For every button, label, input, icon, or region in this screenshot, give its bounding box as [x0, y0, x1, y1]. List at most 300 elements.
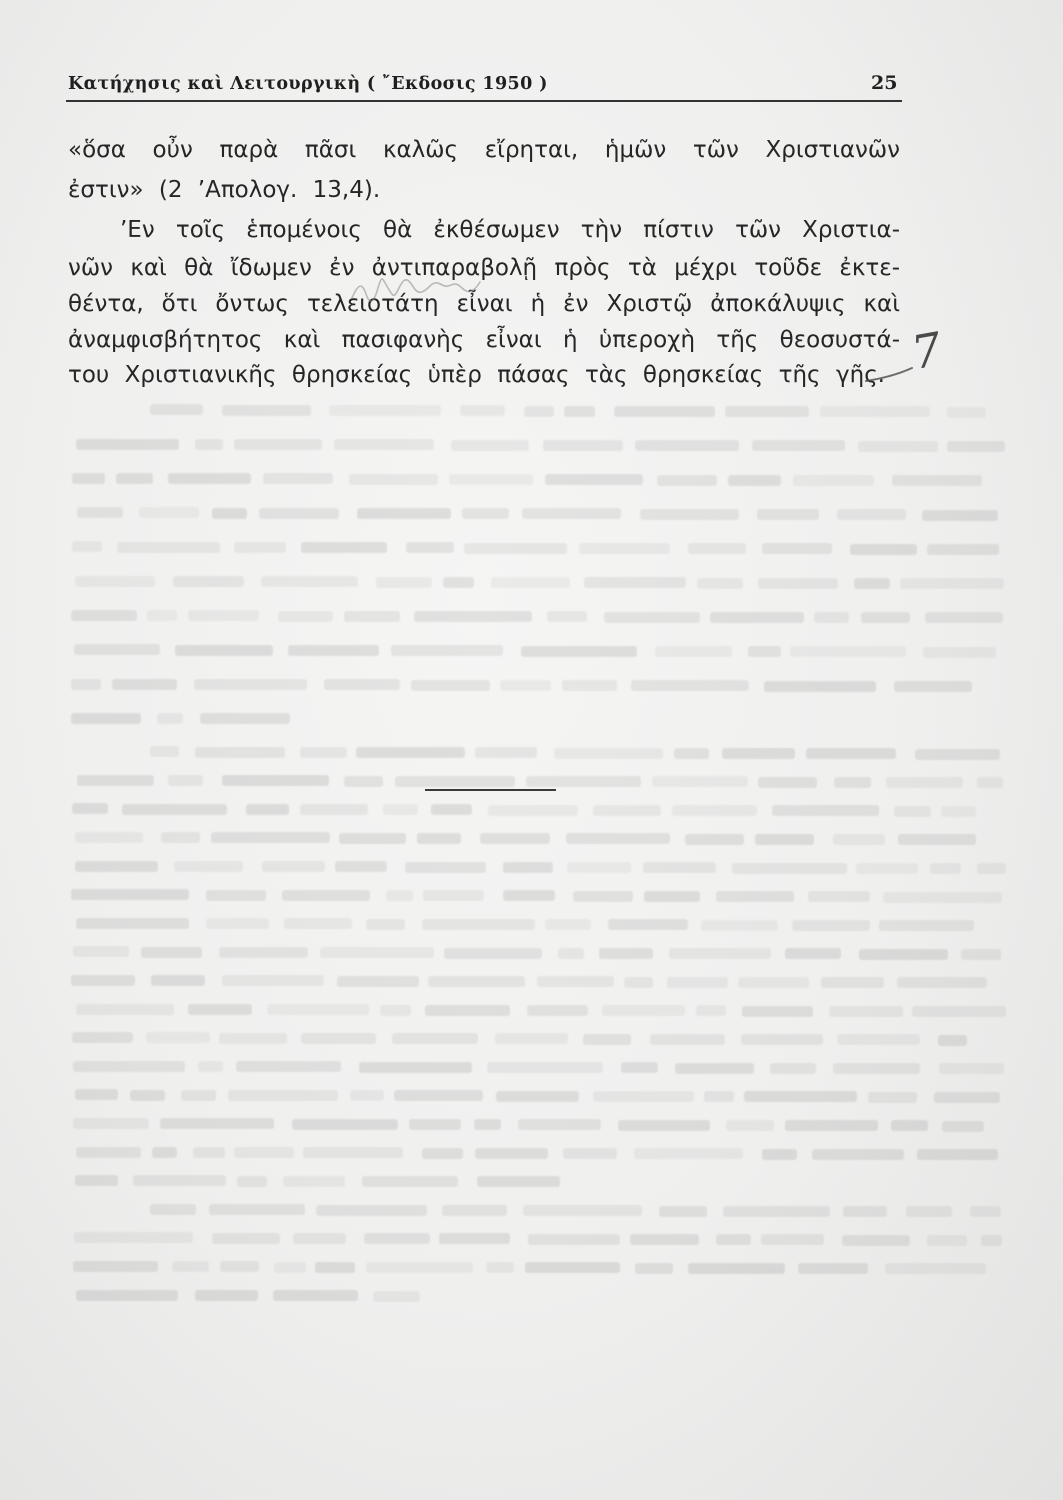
- bleed-through-smudge: [716, 1234, 751, 1245]
- bleed-through-smudge: [486, 1262, 514, 1273]
- bleed-through-smudge: [273, 1290, 358, 1301]
- bleed-through-smudge: [414, 611, 532, 622]
- bleed-through-smudge: [710, 612, 804, 623]
- bleed-through-smudge: [211, 832, 331, 843]
- bleed-through-smudge: [112, 679, 177, 690]
- bleed-through-smudge: [554, 748, 663, 759]
- bleed-through-smudge: [168, 775, 203, 786]
- bleed-through-smudge: [770, 1063, 815, 1074]
- bleed-through-smudge: [357, 508, 451, 519]
- bleed-through-smudge: [133, 1175, 226, 1186]
- bleed-through-smudge: [744, 1091, 857, 1102]
- bleed-through-smudge: [234, 542, 286, 553]
- bleed-through-smudge: [792, 920, 870, 931]
- bleed-through-smudge: [762, 543, 832, 554]
- bleed-through-smudge: [900, 578, 1004, 589]
- bleed-through-smudge: [567, 862, 631, 873]
- bleed-through-smudge: [75, 1089, 118, 1100]
- bleed-through-smudge: [545, 919, 591, 930]
- bleed-through-smudge: [883, 892, 1002, 903]
- bleed-through-smudge: [942, 1121, 984, 1132]
- bleed-through-smudge: [701, 920, 778, 931]
- bleed-through-smudge: [742, 1006, 813, 1017]
- bleed-through-smudge: [758, 578, 838, 589]
- bleed-through-smudge: [73, 946, 129, 957]
- bleed-through-smudge: [500, 680, 551, 691]
- bleed-through-smudge: [521, 646, 637, 657]
- bleed-through-smudge: [833, 834, 885, 845]
- bleed-through-smudge: [409, 1119, 462, 1130]
- bleed-through-smudge: [73, 1118, 149, 1129]
- bleed-through-smudge: [278, 611, 333, 622]
- bleed-through-smudge: [222, 975, 324, 986]
- bleed-through-smudge: [339, 833, 406, 844]
- bleed-through-smudge: [228, 1090, 338, 1101]
- bleed-through-smudge: [927, 1235, 967, 1246]
- bleed-through-smudge: [487, 1062, 603, 1073]
- bleed-through-smudge: [922, 510, 998, 521]
- bleed-through-smudge: [422, 919, 535, 930]
- bleed-through-smudge: [366, 919, 405, 930]
- bleed-through-smudge: [394, 1090, 483, 1101]
- bleed-through-smudge: [584, 577, 686, 588]
- bleed-through-smudge: [798, 1263, 868, 1274]
- bleed-through-smudge: [72, 473, 105, 484]
- bleed-through-smudge: [732, 863, 847, 874]
- bleed-through-smudge: [837, 1034, 920, 1045]
- header-rule: [66, 100, 902, 102]
- bleed-through-smudge: [324, 679, 401, 690]
- bleed-through-smudge: [74, 644, 160, 655]
- bleed-through-smudge: [915, 749, 1000, 760]
- bleed-through-smudge: [150, 746, 179, 757]
- bleed-through-smudge: [474, 1119, 502, 1130]
- bleed-through-smudge: [395, 776, 515, 787]
- bleed-through-smudge: [829, 1006, 903, 1017]
- bleed-through-smudge: [716, 891, 794, 902]
- bleed-through-smudge: [608, 919, 689, 930]
- bleed-through-smudge: [898, 834, 977, 845]
- bleed-through-smudge: [947, 441, 1005, 452]
- bleed-through-smudge: [75, 576, 156, 587]
- bleed-through-smudge: [356, 747, 464, 758]
- bleed-through-smudge: [927, 544, 999, 555]
- bleed-through-smudge: [503, 862, 553, 873]
- bleed-through-smudge: [573, 891, 633, 902]
- text-line: ’Εν τοῖς ἑπομένοις θὰ ἐκθέσωμεν τὴν πίστιν τῶν Χριστια-: [120, 217, 900, 243]
- bleed-through-smudge: [528, 1234, 620, 1245]
- bleed-through-smudge: [316, 1205, 427, 1216]
- bleed-through-smudge: [460, 405, 505, 416]
- bleed-through-smudge: [423, 890, 485, 901]
- text-line: «ὅσα οὖν παρὰ πᾶσι καλῶς εἴρηται, ἡμῶν τῶν Χριστιανῶν: [68, 137, 900, 163]
- bleed-through-smudge: [583, 1034, 632, 1045]
- bleed-through-smudge: [674, 748, 710, 759]
- bleed-through-smudge: [219, 947, 307, 958]
- bleed-through-smudge: [150, 1204, 196, 1215]
- bleed-through-smudge: [130, 1090, 165, 1101]
- bleed-through-smudge: [906, 1206, 952, 1217]
- bleed-through-smudge: [762, 1149, 798, 1160]
- bleed-through-smudge: [688, 543, 747, 554]
- bleed-through-smudge: [380, 1005, 411, 1016]
- bleed-through-smudge: [723, 1206, 829, 1217]
- bleed-through-smudge: [303, 1147, 403, 1158]
- bleed-through-smudge: [117, 542, 220, 553]
- bleed-through-smudge: [362, 1176, 458, 1187]
- bleed-through-smudge: [685, 834, 744, 845]
- bleed-through-smudge: [405, 862, 486, 873]
- bleed-through-smudge: [282, 890, 370, 901]
- bleed-through-smudge: [772, 805, 878, 816]
- bleed-through-smudge: [722, 748, 795, 759]
- bleed-through-smudge: [76, 918, 189, 929]
- bleed-through-smudge: [725, 406, 809, 417]
- bleed-through-smudge: [563, 1148, 617, 1159]
- bleed-through-smudge: [300, 747, 347, 758]
- bleed-through-smudge: [480, 833, 551, 844]
- bleed-through-smudge: [200, 713, 290, 724]
- bleed-through-smudge: [630, 1234, 699, 1245]
- bleed-through-smudge: [814, 612, 850, 623]
- bleed-through-smudge: [386, 890, 413, 901]
- page-number: 25: [871, 72, 898, 94]
- bleed-through-smudge: [496, 1091, 579, 1102]
- bleed-through-smudge: [315, 1262, 354, 1273]
- bleed-through-smudge: [122, 804, 227, 815]
- bleed-through-smudge: [545, 474, 644, 485]
- bleed-through-smudge: [160, 1118, 274, 1129]
- bleed-through-smudge: [526, 776, 641, 787]
- bleed-through-smudge: [209, 1204, 305, 1215]
- bleed-through-smudge: [657, 475, 717, 486]
- bleed-through-smudge: [891, 1120, 928, 1131]
- text-line: θέντα, ὅτι ὄντως τελειοτάτη εἶναι ἡ ἐν Χριστῷ ἀποκάλυψις καὶ: [68, 291, 900, 317]
- bleed-through-smudge: [344, 611, 400, 622]
- bleed-through-smudge: [785, 948, 842, 959]
- bleed-through-smudge: [837, 509, 906, 520]
- bleed-through-smudge: [488, 805, 578, 816]
- bleed-through-smudge: [868, 1092, 917, 1103]
- bleed-through-smudge: [411, 680, 491, 691]
- bleed-through-smudge: [72, 541, 102, 552]
- bleed-through-smudge: [970, 1206, 1001, 1217]
- bleed-through-smudge: [181, 1090, 216, 1101]
- bleed-through-smudge: [518, 1119, 601, 1130]
- bleed-through-smudge: [981, 1235, 1003, 1246]
- bleed-through-smudge: [234, 439, 322, 450]
- bleed-through-smudge: [894, 681, 972, 692]
- bleed-through-smudge: [344, 776, 383, 787]
- bleed-through-smudge: [150, 404, 203, 415]
- bleed-through-smudge: [558, 948, 584, 959]
- bleed-through-smudge: [524, 406, 555, 417]
- bleed-through-smudge: [75, 1175, 118, 1186]
- bleed-through-smudge: [73, 1061, 185, 1072]
- bleed-through-smudge: [728, 475, 781, 486]
- bleed-through-smudge: [808, 891, 870, 902]
- bleed-through-smudge: [650, 1034, 726, 1045]
- bleed-through-smudge: [141, 947, 201, 958]
- bleed-through-smudge: [934, 1092, 1001, 1103]
- bleed-through-smudge: [383, 804, 417, 815]
- bleed-through-smudge: [444, 948, 542, 959]
- bleed-through-smudge: [174, 861, 244, 872]
- bleed-through-smudge: [894, 806, 931, 817]
- bleed-through-smudge: [72, 803, 107, 814]
- bleed-through-smudge: [764, 681, 875, 692]
- bleed-through-smudge: [147, 610, 178, 621]
- text-line: ἀναμφισβήτητος καὶ πασιφανὴς εἶναι ἡ ὑπεροχὴ τῆς θεοσυστά-: [68, 327, 900, 353]
- bleed-through-smudge: [442, 1205, 507, 1216]
- bleed-through-smudge: [566, 833, 670, 844]
- bleed-through-smudge: [422, 1148, 463, 1159]
- bleed-through-smudge: [329, 405, 441, 416]
- bleed-through-smudge: [669, 948, 771, 959]
- bleed-through-smudge: [443, 577, 474, 588]
- bleed-through-smudge: [349, 474, 439, 485]
- bleed-through-smudge: [292, 1119, 398, 1130]
- bleed-through-smudge: [116, 473, 153, 484]
- bleed-through-smudge: [925, 612, 1003, 623]
- bleed-through-smudge: [350, 1090, 384, 1101]
- bleed-through-smudge: [293, 1233, 347, 1244]
- bleed-through-smudge: [856, 863, 919, 874]
- bleed-through-smudge: [206, 890, 266, 901]
- text-line: του Χριστιανικῆς θρησκείας ὑπὲρ πάσας τὰς θρησκείας τῆς γῆς.: [68, 362, 885, 388]
- bleed-through-smudge: [337, 976, 419, 987]
- bleed-through-smudge: [334, 439, 434, 450]
- bleed-through-smudge: [543, 440, 623, 451]
- bleed-through-smudge: [71, 889, 189, 900]
- bleed-through-smudge: [738, 977, 809, 988]
- bleed-through-smudge: [195, 1290, 258, 1301]
- bleed-through-smudge: [659, 1206, 707, 1217]
- bleed-through-smudge: [76, 1147, 141, 1158]
- bleed-through-smudge: [449, 474, 533, 485]
- bleed-through-smudge: [406, 542, 454, 553]
- bleed-through-smudge: [785, 1120, 878, 1131]
- bleed-through-smudge: [886, 777, 963, 788]
- bleed-through-smudge: [652, 776, 749, 787]
- bleed-through-smudge: [168, 473, 252, 484]
- bleed-through-smudge: [364, 1233, 430, 1244]
- bleed-through-smudge: [194, 679, 307, 690]
- bleed-through-smudge: [726, 1120, 774, 1131]
- bleed-through-smudge: [301, 542, 387, 553]
- bleed-through-smudge: [198, 1061, 223, 1072]
- bleed-through-smudge: [195, 439, 223, 450]
- bleed-through-smudge: [161, 832, 201, 843]
- bleed-through-smudge: [704, 1091, 735, 1102]
- bleed-through-smudge: [643, 862, 716, 873]
- bleed-through-smudge: [288, 645, 379, 656]
- bleed-through-smudge: [464, 543, 567, 554]
- bleed-through-smudge: [77, 775, 154, 786]
- bleed-through-smudge: [675, 1063, 754, 1074]
- text-line: νῶν καὶ θὰ ἴδωμεν ἐν ἀντιπαραβολῇ πρὸς τὰ μέχρι τοῦδε ἐκτε-: [68, 255, 900, 281]
- bleed-through-smudge: [212, 508, 247, 519]
- bleed-through-smudge: [688, 1263, 786, 1274]
- bleed-through-smudge: [439, 1233, 510, 1244]
- bleed-through-smudge: [284, 918, 352, 929]
- bleed-through-smudge: [854, 578, 891, 589]
- bleed-through-smudge: [263, 473, 334, 484]
- bleed-through-smudge: [593, 1091, 694, 1102]
- bleed-through-smudge: [462, 508, 509, 519]
- bleed-through-smudge: [820, 406, 930, 417]
- bleed-through-smudge: [634, 1148, 744, 1159]
- bleed-through-smudge: [631, 680, 750, 691]
- bleed-through-smudge: [366, 1262, 473, 1273]
- bleed-through-smudge: [359, 1062, 472, 1073]
- bleed-through-smudge: [879, 920, 974, 931]
- bleed-through-smudge: [821, 977, 884, 988]
- bleed-through-smudge: [77, 507, 123, 518]
- bleed-through-smudge: [188, 1004, 252, 1015]
- bleed-through-smudge: [425, 1005, 511, 1016]
- bleed-through-smudge: [697, 578, 743, 589]
- bleed-through-smudge: [222, 775, 329, 786]
- bleed-through-smudge: [892, 475, 982, 486]
- bleed-through-smudge: [525, 1262, 620, 1273]
- bleed-through-smudge: [262, 861, 325, 872]
- bleed-through-smudge: [667, 977, 728, 988]
- bleed-through-smudge: [640, 509, 739, 520]
- bleed-through-smudge: [858, 441, 938, 452]
- bleed-through-smudge: [741, 1034, 824, 1045]
- bleed-through-smudge: [834, 777, 871, 788]
- bleed-through-smudge: [635, 1263, 674, 1274]
- bleed-through-smudge: [495, 1033, 568, 1044]
- bleed-through-smudge: [74, 1232, 194, 1243]
- bleed-through-smudge: [793, 475, 875, 486]
- bleed-through-smudge: [76, 1290, 178, 1301]
- bleed-through-smudge: [696, 1005, 726, 1016]
- bleed-through-smudge: [71, 975, 135, 986]
- bleed-through-smudge: [246, 804, 289, 815]
- bleed-through-smudge: [757, 509, 819, 520]
- bleed-through-smudge: [861, 612, 911, 623]
- bleed-through-smudge: [75, 832, 143, 843]
- bleed-through-smudge: [635, 440, 740, 451]
- bleed-through-smudge: [503, 890, 555, 901]
- bleed-through-smudge: [172, 1261, 209, 1272]
- bleed-through-smudge: [842, 1235, 910, 1246]
- bleed-through-smudge: [220, 1261, 260, 1272]
- bleed-through-smudge: [806, 748, 896, 759]
- bleed-through-smudge: [621, 1062, 658, 1073]
- bleed-through-smudge: [614, 406, 716, 417]
- bleed-through-smudge: [212, 1233, 280, 1244]
- bleed-through-smudge: [977, 777, 1003, 788]
- bleed-through-smudge: [76, 1004, 174, 1015]
- bleed-through-smudge: [376, 577, 432, 588]
- bleed-through-smudge: [477, 1176, 560, 1187]
- bleed-through-smudge: [523, 1205, 642, 1216]
- bleed-through-smudge: [237, 1176, 267, 1187]
- bleed-through-smudge: [977, 863, 1005, 874]
- bleed-through-smudge: [833, 1063, 920, 1074]
- bleed-through-smudge: [644, 891, 700, 902]
- bleed-through-smudge: [912, 1006, 1006, 1017]
- bleed-through-smudge: [579, 543, 670, 554]
- bleed-through-smudge: [941, 806, 976, 817]
- bleed-through-smudge: [859, 949, 948, 960]
- bleed-through-smudge: [206, 918, 269, 929]
- bleed-through-smudge: [593, 805, 662, 816]
- bleed-through-smudge: [522, 508, 622, 519]
- bleed-through-smudge: [175, 645, 274, 656]
- bleed-through-smudge: [758, 777, 817, 788]
- section-separator: [425, 789, 556, 791]
- bleed-through-smudge: [234, 1147, 294, 1158]
- bleed-through-smudge: [139, 507, 199, 518]
- bleed-through-smudge: [897, 977, 987, 988]
- bleed-through-smudge: [537, 976, 615, 987]
- bleed-through-smudge: [428, 976, 525, 987]
- bleed-through-smudge: [748, 646, 781, 657]
- bleed-through-smudge: [843, 1206, 888, 1217]
- header-title: Κατήχησις καὶ Λειτουργικὴ ( ῎Εκδοσις 1950 ): [68, 74, 548, 94]
- bleed-through-smudge: [71, 679, 101, 690]
- text-line: ἐστιν» (2 ’Απολογ. 13,4).: [68, 177, 381, 203]
- bleed-through-smudge: [930, 863, 961, 874]
- bleed-through-smudge: [173, 576, 243, 587]
- margin-note: 7: [907, 321, 946, 381]
- bleed-through-smudge: [391, 645, 503, 656]
- bleed-through-smudge: [417, 833, 461, 844]
- bleed-through-smudge: [475, 747, 537, 758]
- bleed-through-smudge: [604, 612, 700, 623]
- bleed-through-smudge: [195, 747, 286, 758]
- bleed-through-smudge: [73, 1261, 159, 1272]
- bleed-through-smudge: [752, 440, 845, 451]
- bleed-through-smudge: [157, 713, 184, 724]
- bleed-through-smudge: [72, 1032, 134, 1043]
- bleed-through-smudge: [71, 713, 141, 724]
- bleed-through-smudge: [947, 407, 986, 418]
- bleed-through-smudge: [151, 975, 205, 986]
- bleed-through-smudge: [761, 1234, 824, 1245]
- bleed-through-smudge: [335, 861, 387, 872]
- bleed-through-smudge: [75, 861, 158, 872]
- bleed-through-smudge: [923, 647, 996, 658]
- bleed-through-smudge: [961, 949, 1001, 960]
- bleed-through-smudge: [301, 1033, 376, 1044]
- bleed-through-smudge: [267, 1004, 368, 1015]
- bleed-through-smudge: [146, 1032, 210, 1043]
- bleed-through-smudge: [283, 1176, 345, 1187]
- bleed-through-smudge: [564, 406, 596, 417]
- bleed-through-smudge: [527, 1005, 588, 1016]
- bleed-through-smudge: [672, 805, 758, 816]
- bleed-through-smudge: [188, 610, 260, 621]
- bleed-through-smudge: [76, 439, 179, 450]
- bleed-through-smudge: [71, 610, 138, 621]
- bleed-through-smudge: [917, 1149, 998, 1160]
- bleed-through-smudge: [261, 576, 358, 587]
- bleed-through-smudge: [236, 1061, 341, 1072]
- bleed-through-smudge: [755, 834, 815, 845]
- bleed-through-smudge: [655, 646, 732, 657]
- bleed-through-smudge: [850, 544, 918, 555]
- bleed-through-smudge: [259, 508, 339, 519]
- bleed-through-smudge: [222, 405, 311, 416]
- bleed-through-smudge: [320, 947, 434, 958]
- bleed-through-smudge: [300, 804, 369, 815]
- bleed-through-smudge: [790, 646, 906, 657]
